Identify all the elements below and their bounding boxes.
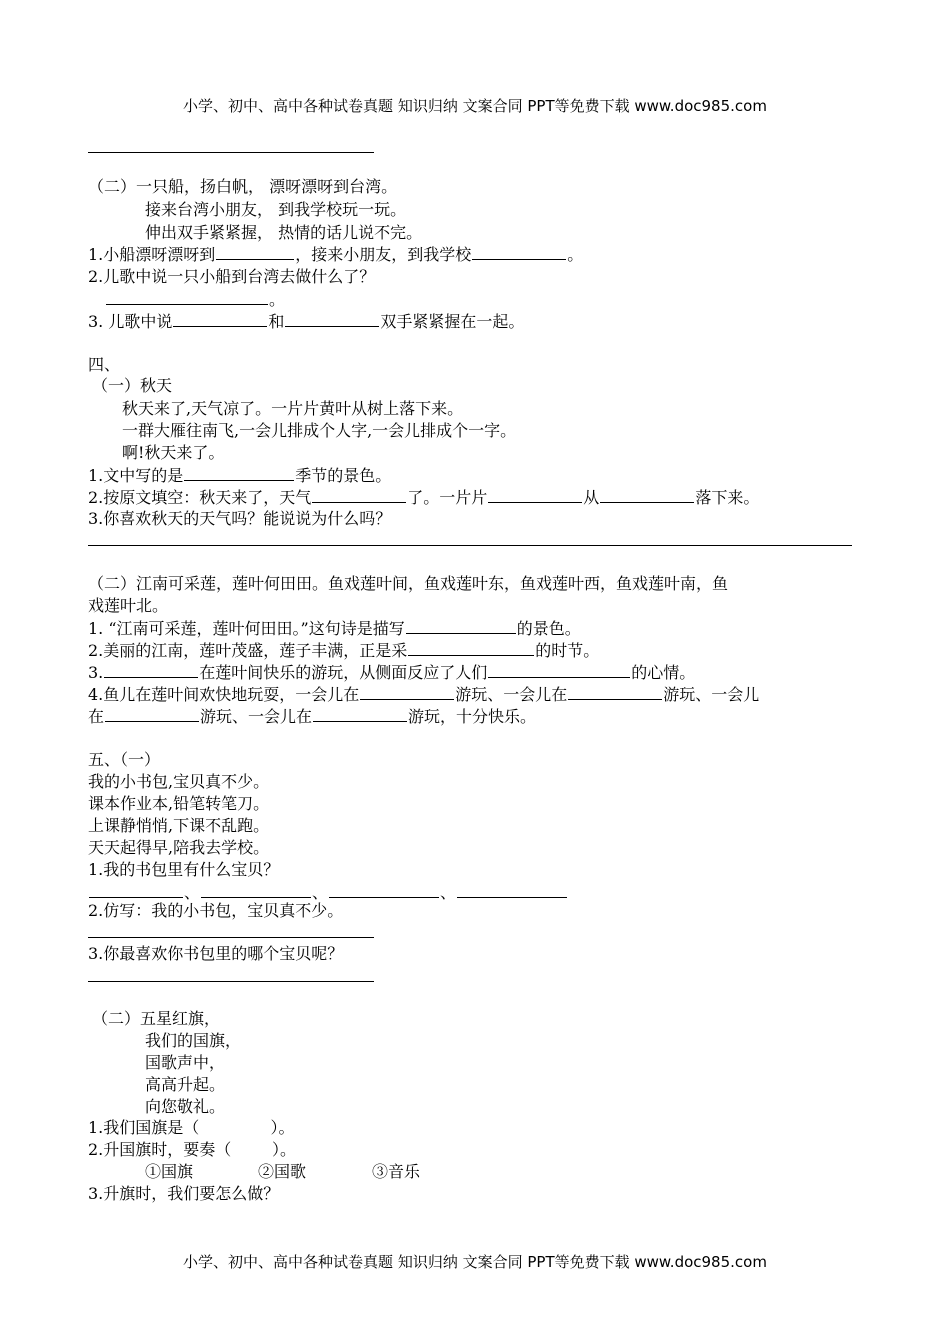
- poem-line: 向您敬礼。: [145, 1097, 226, 1116]
- option-1[interactable]: ①国旗: [145, 1162, 194, 1181]
- question-3: 3.升旗时，我们要怎么做？: [88, 1184, 280, 1203]
- blank[interactable]: [600, 486, 694, 503]
- poem-line: 国歌声中，: [145, 1053, 226, 1072]
- blank[interactable]: [89, 881, 183, 898]
- question-2: 2.儿歌中说一只小船到台湾去做什么了？: [88, 267, 376, 286]
- poem-line: 上课静悄悄,下课不乱跑。: [88, 816, 270, 835]
- blank[interactable]: [457, 881, 567, 898]
- question-4: 4.鱼儿在莲叶间欢快地玩耍，一会儿在 游玩、一会儿在 游玩、一会儿: [88, 685, 760, 704]
- blank[interactable]: [408, 639, 534, 656]
- question-1: 1.文中写的是 季节的景色。: [88, 466, 392, 485]
- answer-line: [88, 937, 374, 938]
- answer-line: [88, 981, 374, 982]
- blank[interactable]: [406, 617, 516, 634]
- question-1: 1.我们国旗是（ ）。: [88, 1118, 295, 1137]
- question-1: 1. “江南可采莲，莲叶何田田。”这句诗是描写 的景色。: [88, 619, 581, 638]
- blank[interactable]: [184, 464, 294, 481]
- blank[interactable]: [488, 486, 582, 503]
- poem-line: 课本作业本,铅笔转笔刀。: [88, 794, 270, 813]
- question-2: 2.美丽的江南，莲叶茂盛，莲子丰满，正是采 的时节。: [88, 641, 600, 660]
- blank[interactable]: [360, 683, 454, 700]
- poem-line: 高高升起。: [145, 1075, 226, 1094]
- answer-row: 。: [105, 288, 285, 311]
- blank[interactable]: [105, 705, 199, 722]
- passage-line: 啊!秋天来了。: [122, 443, 225, 462]
- question-1: 1.我的书包里有什么宝贝？: [88, 860, 280, 879]
- question-2: 2.按原文填空：秋天来了，天气 了。一片片 从 落下来。: [88, 488, 760, 507]
- question-3: 3.你最喜欢你书包里的哪个宝贝呢？: [88, 944, 344, 963]
- passage-title: （一）秋天: [92, 376, 173, 395]
- option-3[interactable]: ③音乐: [372, 1162, 421, 1181]
- poem-line: 我的小书包,宝贝真不少。: [88, 772, 270, 791]
- question-2: 2.仿写：我的小书包，宝贝真不少。: [88, 901, 344, 920]
- page-header: 小学、初中、高中各种试卷真题 知识归纳 文案合同 PPT等免费下载 www.doc985.com: [183, 97, 767, 115]
- question-3: 3. 在莲叶间快乐的游玩，从侧面反应了人们 的心情。: [88, 663, 696, 682]
- blank[interactable]: [104, 661, 198, 678]
- blank[interactable]: [472, 243, 566, 260]
- poem-line: 伸出双手紧紧握， 热情的话儿说不完。: [145, 223, 423, 242]
- passage-line: 戏莲叶北。: [88, 596, 169, 615]
- blank[interactable]: [312, 486, 406, 503]
- answer-line: [88, 152, 374, 153]
- answer-line: [88, 545, 852, 546]
- blank[interactable]: [201, 881, 311, 898]
- passage-line: （二）江南可采莲，莲叶何田田。鱼戏莲叶间，鱼戏莲叶东，鱼戏莲叶西，鱼戏莲叶南，鱼: [88, 574, 729, 593]
- question-4-cont: 在 游玩、一会儿在 游玩，十分快乐。: [88, 707, 537, 726]
- question-3: 3.你喜欢秋天的天气吗？能说说为什么吗？: [88, 509, 392, 528]
- option-2[interactable]: ②国歌: [258, 1162, 307, 1181]
- poem-line: （二）五星红旗，: [92, 1009, 221, 1028]
- blank[interactable]: [216, 243, 294, 260]
- blank[interactable]: [488, 661, 630, 678]
- poem-line: 接来台湾小朋友， 到我学校玩一玩。: [145, 200, 407, 219]
- blank[interactable]: [329, 881, 439, 898]
- passage-line: 一群大雁往南飞,一会儿排成个人字,一会儿排成个一字。: [122, 421, 517, 440]
- blank[interactable]: [313, 705, 407, 722]
- page-footer: 小学、初中、高中各种试卷真题 知识归纳 文案合同 PPT等免费下载 www.doc985.com: [183, 1253, 767, 1271]
- poem-line: 我们的国旗，: [145, 1031, 242, 1050]
- poem-line: （二）一只船，扬白帆， 漂呀漂呀到台湾。: [88, 177, 398, 196]
- passage-line: 秋天来了,天气凉了。一片片黄叶从树上落下来。: [122, 399, 464, 418]
- blank[interactable]: [106, 288, 268, 305]
- blank[interactable]: [173, 310, 267, 327]
- blank[interactable]: [285, 310, 379, 327]
- question-1: 1.小船漂呀漂呀到 ，接来小朋友，到我学校 。: [88, 245, 584, 264]
- question-2: 2.升国旗时，要奏（ ）。: [88, 1140, 296, 1159]
- section-title: 四、: [88, 355, 121, 374]
- question-3: 3. 儿歌中说 和 双手紧紧握在一起。: [88, 312, 525, 331]
- section-title: 五、（一）: [88, 750, 161, 769]
- blank[interactable]: [568, 683, 662, 700]
- poem-line: 天天起得早,陪我去学校。: [88, 838, 270, 857]
- answer-row: 、 、 、: [88, 881, 568, 904]
